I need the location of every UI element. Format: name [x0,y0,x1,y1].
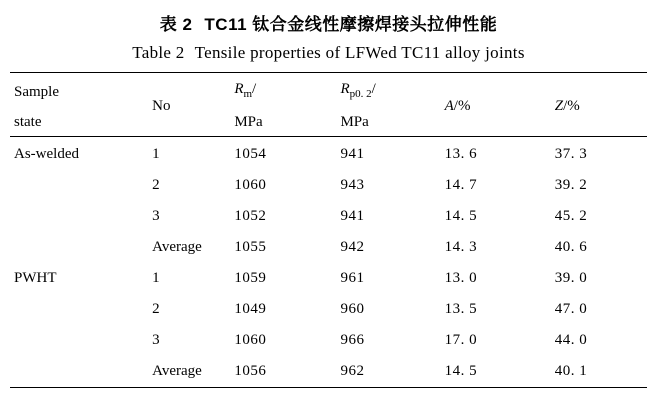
cell-rp: 943 [340,177,365,193]
table-header-row-1 [10,75,647,108]
cell-elongation: 13. 5 [444,301,478,317]
cell-rm: 1052 [234,208,267,224]
cell-reduction: 37. 3 [554,146,588,162]
cell-rp: 962 [340,363,365,379]
cell-reduction: 39. 2 [554,177,588,193]
cell-elongation: 17. 0 [444,332,478,348]
cell-sample-state [10,170,116,201]
table-caption-english [10,40,647,66]
cell-reduction: 45. 2 [554,208,588,224]
header-rp-sub: p0. 2 [349,88,372,100]
cell-no: 1 [152,146,160,162]
header-rp-symbol [328,75,434,108]
cell-reduction: 39. 0 [554,270,588,286]
cell-rm: 1056 [234,363,267,379]
table-row [10,263,647,294]
cell-sample-state [10,356,116,388]
header-sample-state-line2: state [14,114,42,130]
table-row [10,170,647,201]
cell-rm: 1054 [234,146,267,162]
cell-rp: 960 [340,301,365,317]
cell-sample-state: As-welded [14,146,79,162]
cell-no: 3 [152,332,160,348]
cell-elongation: 13. 0 [444,270,478,286]
cell-sample-state [10,325,116,356]
cell-reduction: 40. 6 [554,239,588,255]
caption-english-number: Table 2 [132,43,185,62]
cell-reduction: 47. 0 [554,301,588,317]
cell-sample-state: PWHT [14,270,57,286]
cell-reduction: 40. 1 [554,363,588,379]
header-rm-sub: m [243,88,253,100]
table-row [10,139,647,170]
header-rm-symbol [222,75,328,108]
cell-no: 3 [152,208,160,224]
table-bottom-rule [10,388,647,391]
header-a-sym-letter: A [444,97,454,114]
header-z-sym-letter: Z [554,97,564,114]
cell-no: 2 [152,177,160,193]
cell-rm: 1059 [234,270,267,286]
table-row [10,325,647,356]
header-rm-slash: / [252,81,257,97]
header-a-unit: /% [453,97,471,114]
caption-chinese-text: TC11 钛合金线性摩擦焊接头拉伸性能 [204,15,498,34]
header-elongation [435,75,541,137]
cell-sample-state [10,294,116,325]
cell-rp: 966 [340,332,365,348]
cell-rp: 941 [340,146,365,162]
header-rp-sym-letter: R [340,81,350,97]
cell-sample-state [10,232,116,263]
cell-rp: 942 [340,239,365,255]
cell-elongation: 13. 6 [444,146,478,162]
caption-english-text: Tensile properties of LFWed TC11 alloy joints [194,43,525,62]
cell-rp: 961 [340,270,365,286]
table-row [10,201,647,232]
cell-elongation: 14. 5 [444,363,478,379]
cell-no: 2 [152,301,160,317]
table-row [10,356,647,388]
header-rm-unit: MPa [234,114,263,130]
cell-no: 1 [152,270,160,286]
cell-elongation: 14. 7 [444,177,478,193]
header-no: No [152,97,171,114]
header-reduction-of-area [541,75,647,137]
caption-chinese-number: 表 2 [159,15,193,34]
header-rp-unit: MPa [340,114,369,130]
cell-rm: 1060 [234,332,267,348]
table-row [10,294,647,325]
header-z-unit: /% [563,97,580,114]
table-caption-chinese [10,12,647,38]
cell-sample-state [10,201,116,232]
cell-rp: 941 [340,208,365,224]
cell-rm: 1049 [234,301,267,317]
tensile-properties-table [10,72,647,390]
cell-elongation: 14. 3 [444,239,478,255]
table-body [10,73,647,391]
cell-elongation: 14. 5 [444,208,478,224]
cell-rm: 1060 [234,177,267,193]
table-row [10,232,647,263]
header-rp-slash: / [371,81,376,97]
cell-reduction: 44. 0 [554,332,588,348]
header-sample-state-line1: Sample [14,83,59,100]
cell-no: Average [152,239,202,255]
cell-no: Average [152,363,202,379]
cell-rm: 1055 [234,239,267,255]
bottom-rule-cell [10,388,647,391]
header-rm-sym-letter: R [234,81,244,97]
